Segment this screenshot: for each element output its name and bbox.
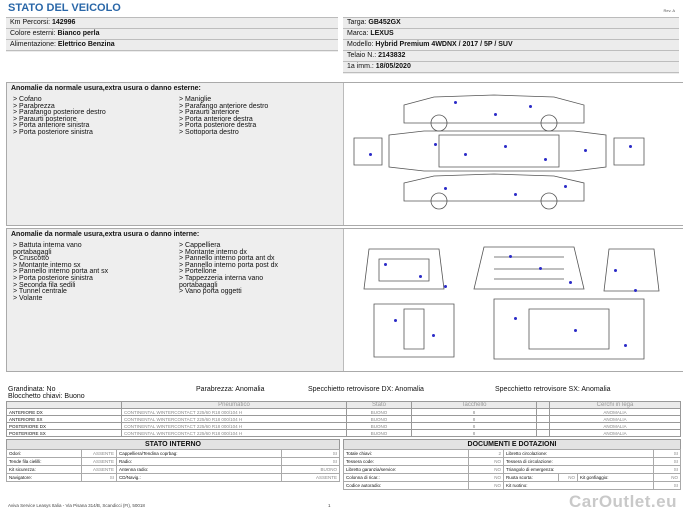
interior-item: > Montante interno dx xyxy=(179,248,247,256)
exterior-item: > Paraurti posteriore xyxy=(13,115,77,123)
interior-list-col1 xyxy=(13,243,108,302)
tyre-state: BUONO xyxy=(347,430,412,437)
interior-item: > Seconda fila sedili xyxy=(13,281,76,289)
interior-item: > Cappelliera xyxy=(179,242,221,249)
interior-item: > Tunnel centrale xyxy=(13,288,67,296)
interior-item: > Volante xyxy=(13,294,43,302)
exterior-item: > Parafango anteriore destro xyxy=(179,102,269,110)
interior-list-col2 xyxy=(179,243,278,296)
tyres-header xyxy=(537,402,550,409)
exterior-car-diagram xyxy=(343,83,683,225)
interior-item: portabagagli xyxy=(179,281,218,289)
tyres-header: Tacchello xyxy=(412,402,537,409)
tyre-model: CONTINENTAL WINTERCONTACT 225/60 R18 000/104 H xyxy=(122,409,347,416)
info-row-chassis: Telaio N.: 2143832 xyxy=(343,51,679,62)
exterior-item: > Sottoporta destro xyxy=(179,128,239,136)
table-row: Colonna di ricar.: NO Ruota scorta: NO Kit gonfiaggio: NO xyxy=(344,474,681,482)
tyres-header xyxy=(7,402,122,409)
interior-item: > Battuta interna vano xyxy=(13,242,82,249)
status-keys: Blocchetto chiavi: Buono xyxy=(8,393,85,400)
interior-state-title: STATO INTERNO xyxy=(6,439,340,450)
tyre-position: POSTERIORE DX xyxy=(7,423,122,430)
info-row-km: Km Percorsi: 142996 xyxy=(6,18,338,29)
exterior-list-col1 xyxy=(13,97,106,137)
status-mirror-dx: Specchietto retrovisore DX: Anomalia xyxy=(308,386,424,393)
table-row xyxy=(7,416,681,423)
revision-label: Rev. A xyxy=(663,8,675,13)
tyre-state: BUONO xyxy=(347,423,412,430)
interior-item: > Cruscotto xyxy=(13,255,49,263)
footer-page-number: 1 xyxy=(328,503,331,508)
info-row-color: Colore esterni: Bianco perla xyxy=(6,29,338,40)
exterior-item: > Parabrezza xyxy=(13,102,55,110)
tyre-depth: 8 xyxy=(412,409,537,416)
car-interior-outline-icon xyxy=(344,229,683,371)
alloy-state: ANOMALIA xyxy=(550,430,681,437)
interior-item: > Montante interno sx xyxy=(13,261,81,269)
vehicle-info-left xyxy=(6,17,338,52)
info-row-brand: Marca: LEXUS xyxy=(343,29,679,40)
alloy-state: ANOMALIA xyxy=(550,423,681,430)
exterior-item: > Porta anteriore destra xyxy=(179,115,253,123)
table-row xyxy=(7,423,681,430)
interior-item: > Porta posteriore sinistra xyxy=(13,274,93,282)
exterior-item: > Porta posteriore sinistra xyxy=(13,128,93,136)
info-row-registration: 1a imm.: 18/05/2020 xyxy=(343,62,679,73)
tyres-table xyxy=(6,401,681,437)
tyre-state: BUONO xyxy=(347,409,412,416)
exterior-item: > Maniglie xyxy=(179,96,212,103)
table-row: Totale chiavi: 2 Libretto circolazione: SI xyxy=(344,450,681,458)
info-row-fuel: Alimentazione: Elettrico Benzina xyxy=(6,40,338,51)
exterior-damage-section xyxy=(6,82,683,226)
table-row xyxy=(7,430,681,437)
documents-table xyxy=(343,449,681,490)
status-mirror-sx: Specchietto retrovisore SX: Anomalia xyxy=(495,386,611,393)
exterior-item: > Paraurti anteriore xyxy=(179,109,240,117)
interior-section-title: Anomalie da normale usura,extra usura o danno interne: xyxy=(11,231,200,238)
exterior-item: > Cofano xyxy=(13,96,42,103)
interior-item: > Tappezzeria interna vano xyxy=(179,274,264,282)
table-row: Tessera code: NO Tessera di circolazione: SI xyxy=(344,458,681,466)
tyre-depth: 8 xyxy=(412,430,537,437)
exterior-list-col2 xyxy=(179,97,268,137)
tyre-model: CONTINENTAL WINTERCONTACT 225/60 R18 000/104 H xyxy=(122,430,347,437)
status-windshield: Parabrezza: Anomalia xyxy=(196,386,265,393)
status-hail: Grandinata: No xyxy=(8,386,56,393)
interior-item: > Pannello interno porta ant dx xyxy=(179,255,275,263)
interior-state-table xyxy=(6,449,340,482)
tyre-depth: 8 xyxy=(412,423,537,430)
tyre-depth: 8 xyxy=(412,416,537,423)
interior-item: > Pannello interno porta post dx xyxy=(179,261,279,269)
tyre-model: CONTINENTAL WINTERCONTACT 225/60 R18 000/104 H xyxy=(122,423,347,430)
interior-item: > Pannello interno porta ant sx xyxy=(13,268,109,276)
tyres-header: Stato xyxy=(347,402,412,409)
interior-item: > Portellone xyxy=(179,268,217,276)
tyres-header: Pneumatico xyxy=(122,402,347,409)
interior-item: portabagagli xyxy=(13,248,52,256)
table-row xyxy=(7,409,681,416)
tyre-model: CONTINENTAL WINTERCONTACT 225/60 R18 000/104 H xyxy=(122,416,347,423)
alloy-state: ANOMALIA xyxy=(550,409,681,416)
exterior-item: > Porta posteriore destra xyxy=(179,122,257,130)
tyre-state: BUONO xyxy=(347,416,412,423)
tyres-header: Cerchi in lega xyxy=(550,402,681,409)
tyre-position: ANTERIORE SX xyxy=(7,416,122,423)
table-row: Libretto garanzia/service: NO Triangolo di emergenza: SI xyxy=(344,466,681,474)
documents-title: DOCUMENTI E DOTAZIONI xyxy=(343,439,681,450)
exterior-item: > Parafango posteriore destro xyxy=(13,109,106,117)
footer-company: Aviva Service Leasys Italia - Via Pisana 314/B, Scandicci (FI), 50018 xyxy=(8,503,145,508)
info-row-model: Modello: Hybrid Premium 4WDNX / 2017 / 5P / SUV xyxy=(343,40,679,51)
interior-car-diagram xyxy=(343,229,683,371)
vehicle-info-right xyxy=(343,17,679,74)
interior-damage-section xyxy=(6,228,683,372)
tyre-position: ANTERIORE DX xyxy=(7,409,122,416)
watermark-logo: CarOutlet.eu xyxy=(568,492,677,511)
table-row: Kit sicurezza: ASSENTE Antenna radio: BUONO xyxy=(7,466,340,474)
tyres-header-row xyxy=(7,402,681,409)
table-row: Navigatore: SI CD/Navig.: ASSENTE xyxy=(7,474,340,482)
exterior-item: > Porta anteriore sinistra xyxy=(13,122,90,130)
info-row-plate: Targa: GB452GX xyxy=(343,18,679,29)
interior-item: > Vano porta oggetti xyxy=(179,288,242,296)
car-outline-icon xyxy=(344,83,683,225)
tyre-position: POSTERIORE SX xyxy=(7,430,122,437)
table-row: Odori: ASSENTE Cappelliera/Tendina coprbag: SI xyxy=(7,450,340,458)
table-row: Codice autoradio: NO Kit ruotino: SI xyxy=(344,482,681,490)
table-row: Tende fila cielilli: ASSENTE Radio: SI xyxy=(7,458,340,466)
exterior-section-title: Anomalie da normale usura,extra usura o danno esterne: xyxy=(11,85,201,92)
page-title: STATO DEL VEICOLO xyxy=(8,2,121,14)
alloy-state: ANOMALIA xyxy=(550,416,681,423)
